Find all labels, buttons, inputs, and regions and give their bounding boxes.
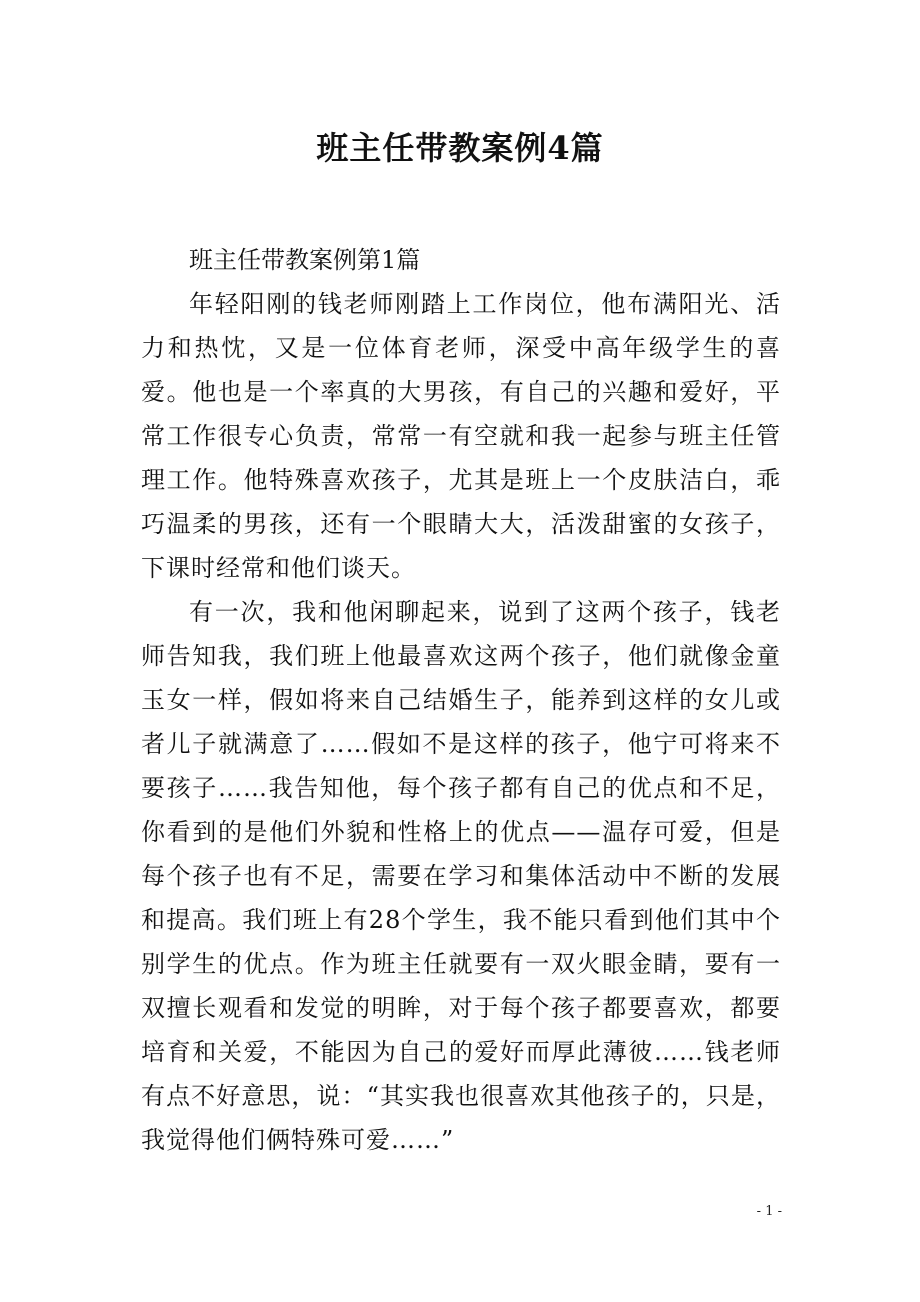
paragraph-2: 有一次，我和他闲聊起来，说到了这两个孩子，钱老师告知我，我们班上他最喜欢这两个孩子，他们就像金童玉女一样，假如将来自己结婚生子，能养到这样的女儿或者儿子就满意了……假如不是这样的孩子，他宁可将来不要孩子……我告知他，每个孩子都有自己的优点和不足，你看到的是他们外貌和性格上的优点——温存可爱，但是每个孩子也有不足，需要在学习和集体活动中不断的发展和提高。我们班上有28个学生，我不能只看到他们其中个别学生的优点。作为班主任就要有一双火眼金睛，要有一双擅长观看和发觉的明眸，对于每个孩子都要喜欢，都要培育和关爱，不能因为自己的爱好而厚此薄彼……钱老师有点不好意思，说：“其实我也很喜欢其他孩子的，只是，我觉得他们俩特殊可爱……” <box>141 598 781 1154</box>
section-heading: 班主任带教案例第1篇 <box>189 246 421 274</box>
page-number: - 1 - <box>756 1204 782 1219</box>
page-title: 班主任带教案例4篇 <box>316 129 604 167</box>
paragraph-1: 年轻阳刚的钱老师刚踏上工作岗位，他布满阳光、活力和热忱，又是一位体育老师，深受中高年级学生的喜爱。他也是一个率真的大男孩，有自己的兴趣和爱好，平常工作很专心负责，常常一有空就和我一起参与班主任管理工作。他特殊喜欢孩子，尤其是班上一个皮肤洁白，乖巧温柔的男孩，还有一个眼睛大大，活泼甜蜜的女孩子，下课时经常和他们谈天。 <box>141 290 781 582</box>
document-body <box>141 238 781 1162</box>
